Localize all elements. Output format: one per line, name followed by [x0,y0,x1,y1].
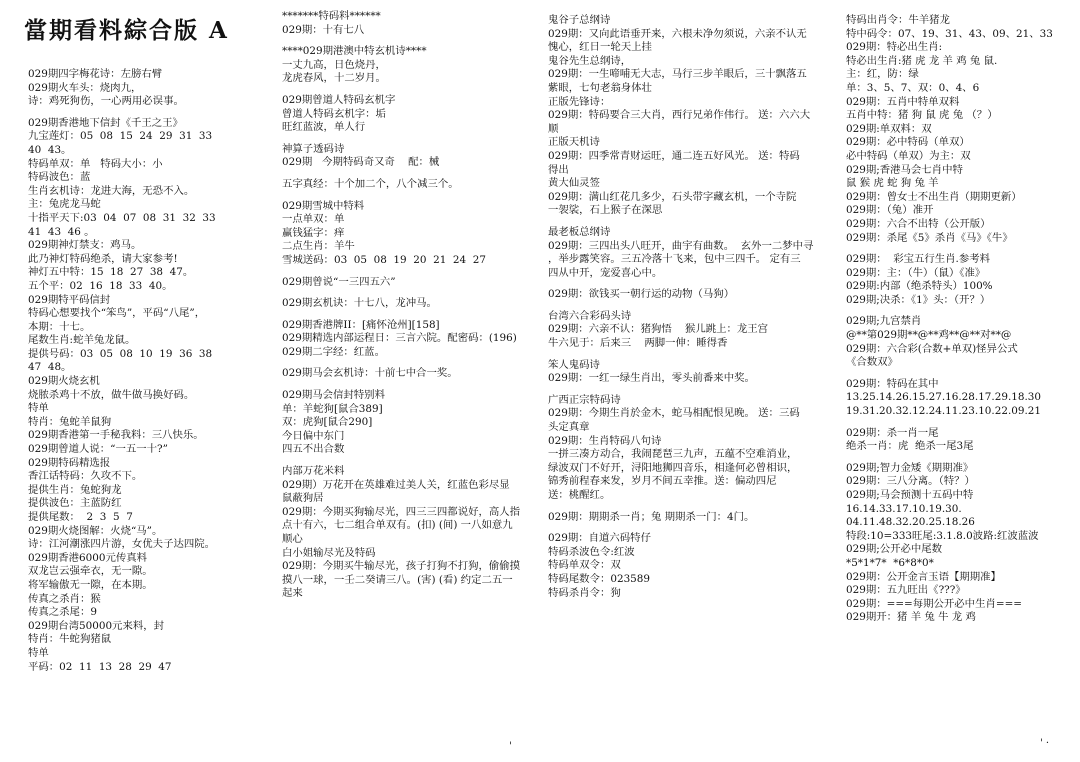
text-line: 特码单双令：双 [548,559,621,572]
text-line: 白小姐输尽光及特码 [282,546,376,559]
text-line: 029期 今期特码奇又奇 配：械 [282,156,440,169]
text-line: 029期：欲钱买一朝行运的动物（马狗） [548,288,735,301]
text-line: 特码杀波色令:红波 [548,545,635,558]
text-line: 029期：特必出生肖: [846,41,943,54]
text-line: 特肖：牛蛇狗猪鼠 [28,633,112,646]
text-line: 愧心，红日一轮天上挂 [548,41,652,54]
text-line: 029期：今期生肖於金木，蛇马相配恨见晚。 送：三码 [548,407,800,420]
spacer [548,503,838,511]
text-line: 029期特码精选报 [28,456,111,469]
text-line: 029期;智力金矮《期期准》 [846,461,974,474]
text-line: 13.25.14.26.15.27.16.28.17.29.18.30 [846,391,1041,404]
text-line: 紫眼，七句老翁身体壮 [548,81,652,94]
spacer [846,454,1066,462]
text-line: 必中特码（单双）为主：双 [846,149,971,162]
text-line: 双：虎狗[鼠合290] [282,416,373,429]
text-line: 九宝莲灯：05 08 15 24 29 31 33 [28,130,213,143]
text-line: 19.31.20.32.12.24.11.23.10.22.09.21 [846,405,1041,418]
text-line: 029期火烧玄机 [28,375,100,388]
text-line: 传真之杀尾：9 [28,606,97,619]
text-line: 特码心想要找个“笨鸟”，平码“八尾”， [28,307,206,320]
text-line: 029期二字经：红蓝。 [282,345,385,358]
spacer [846,370,1066,378]
text-line: 029期：自道六码特仔 [548,532,651,545]
text-line: 鬼谷子总纲诗 [548,14,611,26]
text-line: 黄大仙灵签 [548,177,600,190]
text-line: 送：桃醒红。 [548,489,611,501]
text-line: 029期：生肖特码八句诗 [548,434,662,447]
text-line: 029期：六合不出特（公开版） [846,217,991,230]
text-line: 029期香港第一手秘我料：三八快乐。 [28,429,204,442]
text-line: 本期：十七。 [28,320,91,333]
text-line: 锦秀前程春来发，岁月不间五幸推。送：偏动四尼 [548,475,777,488]
spacer [846,245,1066,253]
spacer [282,381,522,389]
spacer [548,524,838,532]
text-line: 五字真经：十个加二个，八个减三个。 [282,177,459,190]
text-line: 029期;马会预测十五码中特 [846,489,974,501]
text-line: 得出 [548,163,569,176]
text-line: 四从中开，宠爱喜心中。 [548,266,663,279]
text-line: 香江话特码：久攻不下。 [28,470,143,483]
text-line: 特单 [28,646,49,659]
column-3 [548,14,838,600]
text-line: 单：羊蛇狗[鼠合389] [282,402,383,415]
text-line: 正版天机诗 [548,136,600,149]
text-line: @**第029期**@**鸡**@**对**@ [846,329,1012,342]
text-line: 029期马会信封特别料 [282,389,385,402]
text-line: 特码尾数令：023589 [548,572,651,585]
text-line: 029期：三八分离。（特？） [846,475,975,488]
spacer [846,419,1066,427]
text-line: 提供尾数： 2 3 5 7 [28,511,133,523]
text-line: 平码：02 11 13 28 29 47 [28,660,172,673]
text-line: 《合数双》 [846,356,898,369]
text-line: 029期）万花开在英雄难过美人关，红蓝色彩尽显 [282,478,510,491]
text-line: 尾数生肖:蛇羊兔龙鼠。 [28,334,136,347]
spacer [282,457,522,465]
text-line: 特中码令：07、19、31、43、09、21、33 [846,27,1053,40]
text-line: 特段:10=333旺尾:3.1.8.0波路:红波蓝波 [846,529,1039,542]
text-line: 029期：十有七八 [282,23,365,36]
text-line: 029期曾道人特码玄机字 [282,93,396,106]
text-line: 029期：主：（牛）（鼠）《准》 [846,266,986,279]
text-line: 绿波双门不好开，浔阳地狮四音乐，相逢何必曾相识， [548,461,798,474]
stray-mark: ' · [1040,738,1050,749]
text-line: 赢钱猛字：痒 [282,226,345,239]
text-line: 诗：江河潮涨四片游，女优夫子达四院。 [28,538,216,551]
text-line: 绝杀一肖：虎 绝杀一尾3尾 [846,440,974,453]
text-line: 今日偏中东门 [282,429,345,442]
text-line: 鬼谷先生总纲诗， [548,54,632,67]
text-line: 特必出生肖:猪 虎 龙 羊 鸡 兔 鼠. [846,54,998,67]
text-line: 029期;公开必中尾数 [846,543,943,556]
text-line: 此乃神灯特码绝杀，请大家参考! [28,252,178,265]
text-line: 五个平：02 16 18 33 40。 [28,279,173,292]
text-line: 40 43。 [28,143,72,156]
text-line: 029期：三四出头八旺开，曲宇有曲数。 玄外一二梦中寻 [548,239,814,252]
text-line: 029期台湾50000元来料，封 [28,619,165,632]
text-line: 029期香港地下信封《千王之王》 [28,116,183,129]
text-line: 台湾六合彩码头诗 [548,309,632,322]
text-line: 029期：公开金言玉语【期期准】 [846,570,1001,583]
text-line: *******特码料****** [282,10,381,22]
text-line: 提供波色：主蓝防红 [28,497,122,510]
text-line: 头定真章 [548,421,590,434]
text-line: 029期香港6000元传真料 [28,551,148,564]
spacer [548,302,838,310]
text-line: 神算子透码诗 [282,142,345,155]
text-line: 笨人鬼码诗 [548,358,600,371]
text-line: 顺心 [282,533,303,545]
text-line: 029期火车头：烧肉九， [28,81,142,94]
text-line: 一点单双：单 [282,213,345,226]
text-line: 029期;九宫禁肖 [846,315,922,328]
spacer [282,37,522,45]
text-line: 029期：（兔）准开 [846,204,934,217]
text-line: 029期：特码要合三大肖，西行兄弟作伟行。 送：六六大 [548,109,811,122]
text-line: 029期曾道人说：“一五一十?” [28,443,168,456]
column-1 [28,68,260,674]
text-line: 029期开：猪 羊 兔 牛 龙 鸡 [846,611,976,624]
spacer [282,86,522,94]
text-line: 神灯五中特：15 18 27 38 47。 [28,266,194,279]
text-line: 特码波色：蓝 [28,171,91,184]
text-line: 029期:单双料：双 [846,122,932,135]
text-line: 顺 [548,122,559,135]
text-line: 一拼三凑方动合，我闹琵琶三九声，五蕴不空难消业， [548,448,798,461]
column-4 [846,14,1066,625]
text-line: 029期：杀一肖一尾 [846,426,939,439]
text-line: 起来 [282,587,303,600]
text-line: 烧脓杀鸡十不放，做牛做马换好码。 [28,388,195,401]
text-line: 生肖玄机诗：龙进大海，无恐不入。 [28,184,195,197]
text-line: 029期马会玄机诗：十前七中合一奖。 [282,367,458,380]
text-line: 029期:内部（绝杀特头）100% [846,280,993,293]
text-line: 旺红蓝波，单人行 [282,121,366,134]
text-line: 提供号码：03 05 08 10 19 36 38 [28,347,213,360]
text-line: 029期：杀尾《5》杀肖《马》《牛》 [846,231,1013,244]
text-line: 曾道人特码玄机字：垢 [282,107,386,120]
text-line: 将军输傲无一隙，在本期。 [28,578,153,591]
spacer [548,218,838,226]
text-line: 特肖：兔蛇羊鼠狗 [28,415,112,428]
text-line: 单：3、5、7、双：0、4、6 [846,81,980,94]
text-line: 029期：曾女士不出生肖（期期更新） [846,190,1022,203]
spacer [282,268,522,276]
text-line: 029期：五九旺出《???》 [846,584,966,597]
stray-mark: ' [509,741,512,752]
text-line: *5*1*7* *6*8*0* [846,556,934,569]
spacer [548,386,838,394]
page-title: 當期看料綜合版 A [24,17,229,44]
text-line: 四五不出合数 [282,443,345,456]
text-line: 特单 [28,402,49,415]
text-line: 鼠 猴 虎 蛇 狗 兔 羊 [846,177,939,190]
text-line: 029期：一红一绿生肖出，零头前番来中奖。 [548,372,755,385]
text-line: 029期：特码在其中 [846,377,939,390]
spacer [282,289,522,297]
text-line: 龙虎春风，十二岁月。 [282,72,386,85]
text-line: 五肖中特：猪 狗 鼠 虎 兔 （？） [846,109,998,122]
text-line: 029期玄机诀：十七八，龙冲马。 [282,297,437,310]
text-line: ，举步露笑容。三五冷落十飞来，包中三四千。 定有三 [548,253,801,266]
text-line: 029期：必中特码（单双） [846,136,970,149]
text-line: 47 48。 [28,361,72,374]
text-line: 点十有六，七二组合单双有。(扣) (间) 一八如意九 [282,519,513,532]
text-line: 摸八一球，一壬二癸请三八。(害) (看) 约定二五一 [282,573,513,586]
text-line: 029期： 彩宝五行生肖.参考料 [846,253,991,266]
text-line: 内部万花米料 [282,465,345,478]
text-line: 029期：今期买狗输尽光，四三三四都说好，高人指 [282,505,521,518]
text-line: 二点生肖：羊牛 [282,240,355,253]
spacer [282,170,522,178]
text-line: 一丈九高，日色烧丹， [282,58,386,71]
spacer [548,351,838,359]
text-line: 029期神灯禁支：鸡马。 [28,239,142,252]
text-line: 029期四字梅花诗：左膀右臂 [28,68,163,80]
text-line: 029期：今期买牛输尽光，孩子打狗不打狗，偷偷摸 [282,560,521,573]
text-line: 雪城送码：03 05 08 19 20 21 24 27 [282,253,486,266]
text-line: 029期：五肖中特单双料 [846,95,960,108]
text-line: 牛六见于：后来三 两脚一伸：睡得香 [548,337,728,350]
text-line: 04.11.48.32.20.25.18.26 [846,516,975,529]
text-line: 029期曾说“一三四五六” [282,275,396,288]
spacer [282,192,522,200]
text-line: 特码单双：单 特码大小：小 [28,157,163,170]
text-line: 41 43 46 。 [28,225,95,238]
text-line: 029期雪城中特料 [282,199,365,212]
text-line: 029期特平码信封 [28,293,111,306]
spacer [282,311,522,319]
text-line: 029期：六合彩(合数+单双)怪异公式 [846,342,1018,355]
text-line: 029期：四季常青财运旺，通二连五好风光。 送：特码 [548,149,800,162]
text-line: 16.14.33.17.10.19.30. [846,502,962,515]
text-line: 特码杀肖令：狗 [548,586,621,599]
text-line: 029期：满山红花几多少，石头带字藏玄机，一个寺院 [548,190,797,203]
text-line: 最老板总纲诗 [548,225,611,238]
column-2 [282,10,522,601]
text-line: ****029期港澳中特玄机诗**** [282,45,427,58]
text-line: 十指平天下:03 04 07 08 31 32 33 [28,211,216,224]
text-line: 029期：一生啼哺无大志，马行三步羊眼后，三十飘落五 [548,68,807,81]
text-line: 029期：===每期公开必中生肖=== [846,597,1022,610]
text-line: 029期香港牌II：[痛怀沧州][158] [282,318,440,331]
text-line: 029期：又向此语垂开来，六根未净勿须说，六亲不认无 [548,27,807,40]
text-line: 双龙岂云强牵衣，无一隙。 [28,565,153,578]
text-line: 029期：期期杀一肖；兔 期期杀一门：4门。 [548,510,755,523]
text-line: 正版先锋诗： [548,95,611,108]
text-line: 鼠蔽狗居 [282,492,324,505]
text-line: 029期精选内部运程日：三言六院。配密码：(196) [282,332,517,345]
text-line: 029期;决杀：《1》头：（开？） [846,293,991,306]
text-line: 广西正宗特码诗 [548,393,621,406]
text-line: 029期火烧图解：火烧“马”。 [28,524,163,537]
text-line: 主：兔虎龙马蛇 [28,198,101,211]
spacer [282,135,522,143]
spacer [28,109,260,117]
text-line: 提供生肖：兔蛇狗龙 [28,483,122,496]
text-line: 特码出肖令：牛羊猪龙 [846,14,950,26]
text-line: 一袈裟，石上猴子在深思 [548,204,663,217]
text-line: 029期：六亲不认：猪狗悟 猴儿跳上：龙王宫 [548,323,769,336]
text-line: 主：红，防：绿 [846,68,919,81]
text-line: 诗：鸡死狗伤，一心两用必误事。 [28,95,184,108]
text-line: 传真之杀肖：猴 [28,592,101,605]
text-line: 029期;香港马会七肖中特 [846,163,963,176]
